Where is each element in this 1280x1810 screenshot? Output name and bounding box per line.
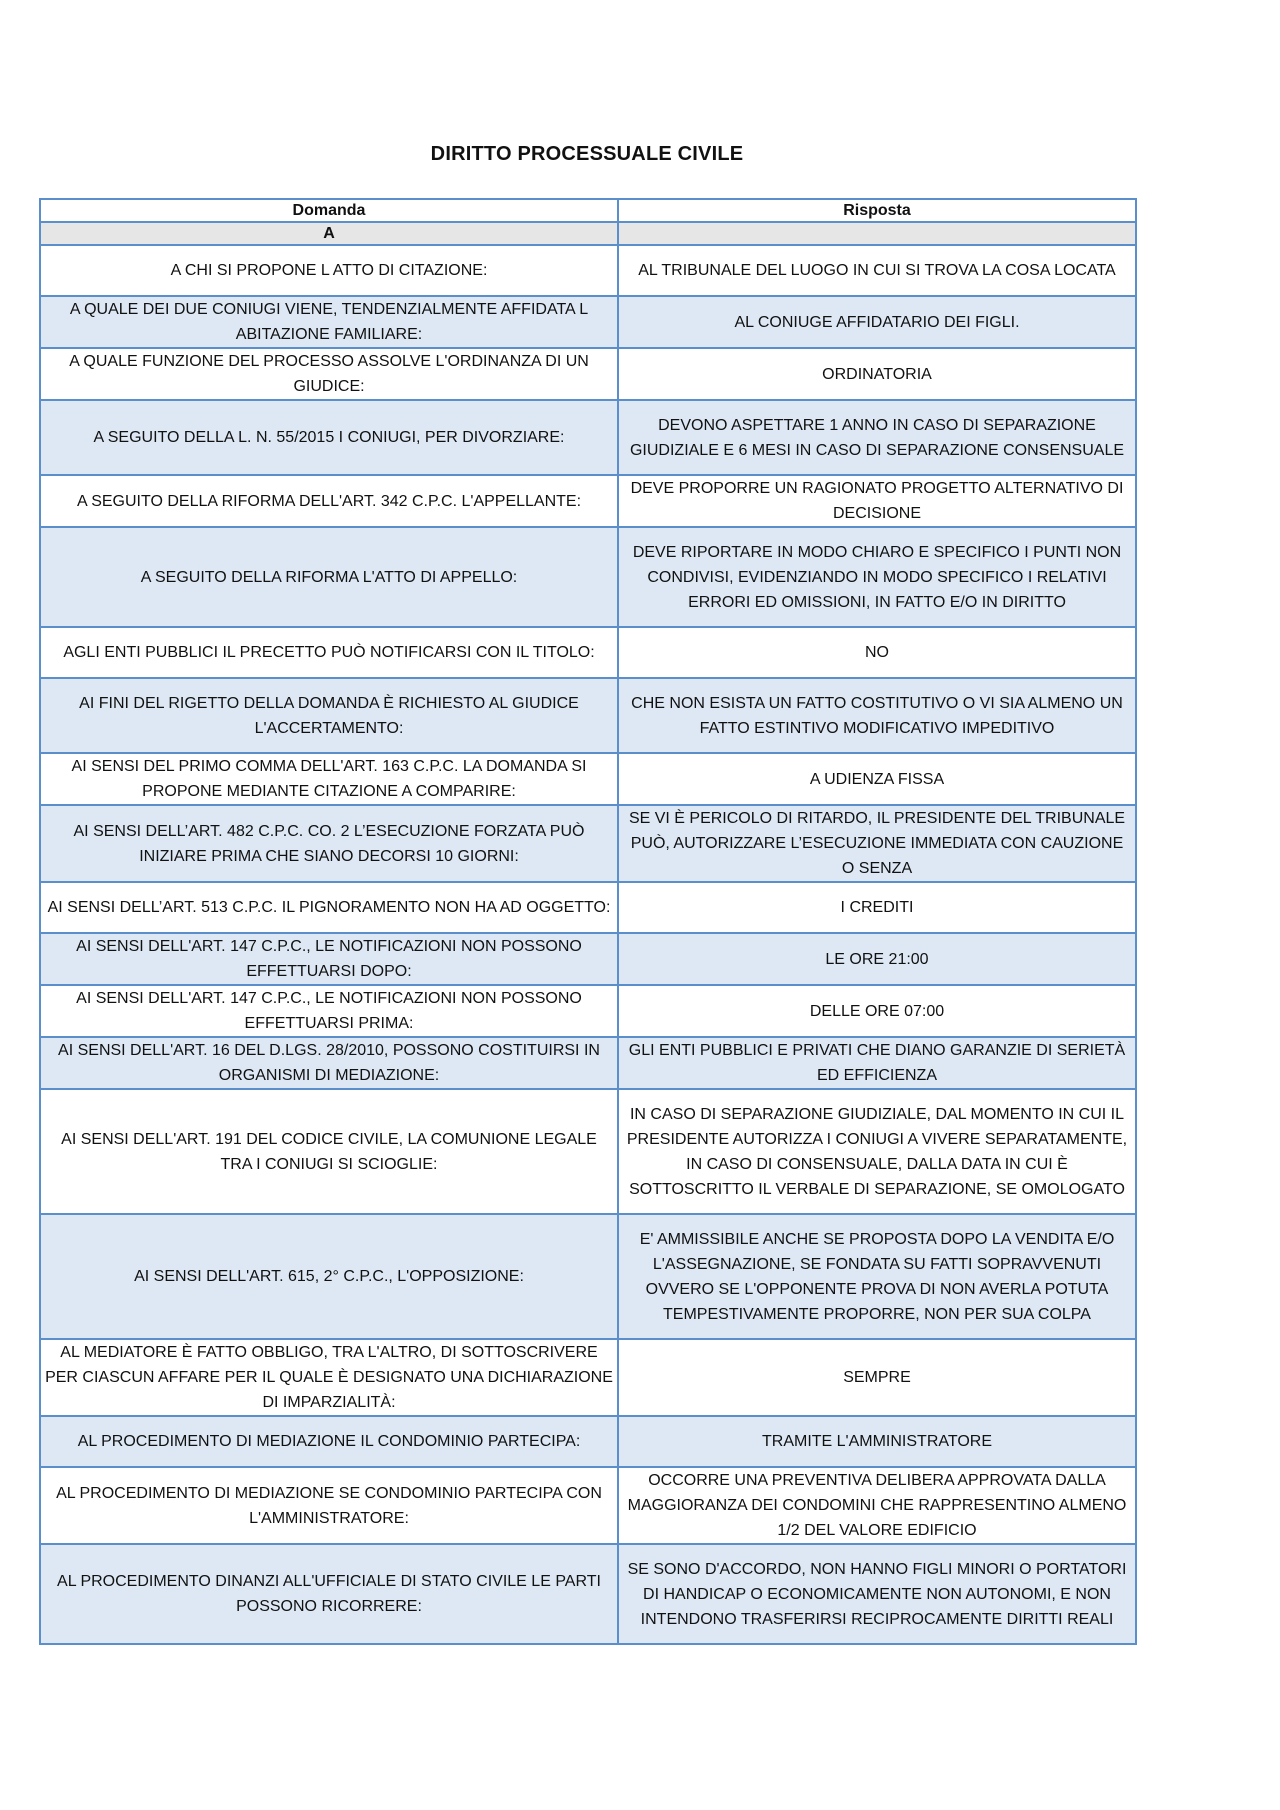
table-row xyxy=(40,1214,1136,1339)
question-cell: A SEGUITO DELLA L. N. 55/2015 I CONIUGI, PER DIVORZIARE: xyxy=(40,400,618,475)
question-cell: A QUALE FUNZIONE DEL PROCESSO ASSOLVE L'ORDINANZA DI UN GIUDICE: xyxy=(40,348,618,400)
answer-cell: CHE NON ESISTA UN FATTO COSTITUTIVO O VI SIA ALMENO UN FATTO ESTINTIVO MODIFICATIVO IMPEDITIVO xyxy=(618,678,1136,753)
answer-cell: I CREDITI xyxy=(618,882,1136,933)
table-header-row xyxy=(40,199,1136,222)
question-cell: AI SENSI DEL PRIMO COMMA DELL'ART. 163 C.P.C. LA DOMANDA SI PROPONE MEDIANTE CITAZIONE A COMPARIRE: xyxy=(40,753,618,805)
question-cell: AI SENSI DELL’ART. 513 C.P.C. IL PIGNORAMENTO NON HA AD OGGETTO: xyxy=(40,882,618,933)
table-row xyxy=(40,475,1136,527)
answer-cell: TRAMITE L'AMMINISTRATORE xyxy=(618,1416,1136,1467)
answer-cell: SEMPRE xyxy=(618,1339,1136,1416)
section-letter: A xyxy=(40,222,618,245)
question-cell: A SEGUITO DELLA RIFORMA L'ATTO DI APPELLO: xyxy=(40,527,618,627)
answer-cell: IN CASO DI SEPARAZIONE GIUDIZIALE, DAL MOMENTO IN CUI IL PRESIDENTE AUTORIZZA I CONIUGI A VIVERE SEPARATAMENTE, IN CASO DI CONSENSUALE, DALLA DATA IN CUI È SOTTOSCRITTO IL VERBALE DI SEPARAZIONE, SE OMOLOGATO xyxy=(618,1089,1136,1214)
answer-cell: DEVONO ASPETTARE 1 ANNO IN CASO DI SEPARAZIONE GIUDIZIALE E 6 MESI IN CASO DI SEPARAZIONE CONSENSUALE xyxy=(618,400,1136,475)
question-cell: AI SENSI DELL'ART. 191 DEL CODICE CIVILE, LA COMUNIONE LEGALE TRA I CONIUGI SI SCIOGLIE: xyxy=(40,1089,618,1214)
question-cell: A QUALE DEI DUE CONIUGI VIENE, TENDENZIALMENTE AFFIDATA L ABITAZIONE FAMILIARE: xyxy=(40,296,618,348)
question-cell: AI SENSI DELL'ART. 16 DEL D.LGS. 28/2010, POSSONO COSTITUIRSI IN ORGANISMI DI MEDIAZIONE: xyxy=(40,1037,618,1089)
answer-cell: SE SONO D'ACCORDO, NON HANNO FIGLI MINORI O PORTATORI DI HANDICAP O ECONOMICAMENTE NON AUTONOMI, E NON INTENDONO TRASFERIRSI RECIPROCAMENTE DIRITTI REALI xyxy=(618,1544,1136,1644)
table-row xyxy=(40,400,1136,475)
question-cell: A CHI SI PROPONE L ATTO DI CITAZIONE: xyxy=(40,245,618,296)
table-row xyxy=(40,1037,1136,1089)
section-letter-row xyxy=(40,222,1136,245)
table-row xyxy=(40,1089,1136,1214)
question-cell: AI SENSI DELL’ART. 482 C.P.C. CO. 2 L’ESECUZIONE FORZATA PUÒ INIZIARE PRIMA CHE SIANO DECORSI 10 GIORNI: xyxy=(40,805,618,882)
qa-table xyxy=(39,198,1137,1645)
section-letter-empty xyxy=(618,222,1136,245)
question-cell: AI SENSI DELL'ART. 147 C.P.C., LE NOTIFICAZIONI NON POSSONO EFFETTUARSI PRIMA: xyxy=(40,985,618,1037)
question-cell: AL PROCEDIMENTO DI MEDIAZIONE SE CONDOMINIO PARTECIPA CON L'AMMINISTRATORE: xyxy=(40,1467,618,1544)
table-row xyxy=(40,933,1136,985)
question-cell: AGLI ENTI PUBBLICI IL PRECETTO PUÒ NOTIFICARSI CON IL TITOLO: xyxy=(40,627,618,678)
header-risposta: Risposta xyxy=(618,199,1136,222)
table-row xyxy=(40,1416,1136,1467)
table-row xyxy=(40,527,1136,627)
question-cell: AI SENSI DELL'ART. 147 C.P.C., LE NOTIFICAZIONI NON POSSONO EFFETTUARSI DOPO: xyxy=(40,933,618,985)
table-row xyxy=(40,678,1136,753)
table-row xyxy=(40,882,1136,933)
table-row xyxy=(40,348,1136,400)
question-cell: A SEGUITO DELLA RIFORMA DELL'ART. 342 C.P.C. L'APPELLANTE: xyxy=(40,475,618,527)
table-row xyxy=(40,805,1136,882)
question-cell: AL PROCEDIMENTO DINANZI ALL'UFFICIALE DI STATO CIVILE LE PARTI POSSONO RICORRERE: xyxy=(40,1544,618,1644)
table-row xyxy=(40,985,1136,1037)
answer-cell: AL CONIUGE AFFIDATARIO DEI FIGLI. xyxy=(618,296,1136,348)
answer-cell: LE ORE 21:00 xyxy=(618,933,1136,985)
answer-cell: E' AMMISSIBILE ANCHE SE PROPOSTA DOPO LA VENDITA E/O L'ASSEGNAZIONE, SE FONDATA SU FATTI SOPRAVVENUTI OVVERO SE L'OPPONENTE PROVA DI NON AVERLA POTUTA TEMPESTIVAMENTE PROPORRE, NON PER SUA COLPA xyxy=(618,1214,1136,1339)
table-row xyxy=(40,245,1136,296)
answer-cell: GLI ENTI PUBBLICI E PRIVATI CHE DIANO GARANZIE DI SERIETÀ ED EFFICIENZA xyxy=(618,1037,1136,1089)
answer-cell: NO xyxy=(618,627,1136,678)
page-title: DIRITTO PROCESSUALE CIVILE xyxy=(430,143,744,165)
table-row xyxy=(40,627,1136,678)
answer-cell: AL TRIBUNALE DEL LUOGO IN CUI SI TROVA LA COSA LOCATA xyxy=(618,245,1136,296)
question-cell: AI FINI DEL RIGETTO DELLA DOMANDA È RICHIESTO AL GIUDICE L'ACCERTAMENTO: xyxy=(40,678,618,753)
header-domanda: Domanda xyxy=(40,199,618,222)
question-cell: AI SENSI DELL'ART. 615, 2° C.P.C., L'OPPOSIZIONE: xyxy=(40,1214,618,1339)
answer-cell: DELLE ORE 07:00 xyxy=(618,985,1136,1037)
table-row xyxy=(40,1467,1136,1544)
table-row xyxy=(40,1339,1136,1416)
question-cell: AL PROCEDIMENTO DI MEDIAZIONE IL CONDOMINIO PARTECIPA: xyxy=(40,1416,618,1467)
question-cell: AL MEDIATORE È FATTO OBBLIGO, TRA L'ALTRO, DI SOTTOSCRIVERE PER CIASCUN AFFARE PER IL QUALE È DESIGNATO UNA DICHIARAZIONE DI IMPARZIALITÀ: xyxy=(40,1339,618,1416)
answer-cell: A UDIENZA FISSA xyxy=(618,753,1136,805)
table-row xyxy=(40,296,1136,348)
table-row xyxy=(40,753,1136,805)
answer-cell: OCCORRE UNA PREVENTIVA DELIBERA APPROVATA DALLA MAGGIORANZA DEI CONDOMINI CHE RAPPRESENTINO ALMENO 1/2 DEL VALORE EDIFICIO xyxy=(618,1467,1136,1544)
answer-cell: SE VI È PERICOLO DI RITARDO, IL PRESIDENTE DEL TRIBUNALE PUÒ, AUTORIZZARE L’ESECUZIONE IMMEDIATA CON CAUZIONE O SENZA xyxy=(618,805,1136,882)
answer-cell: DEVE RIPORTARE IN MODO CHIARO E SPECIFICO I PUNTI NON CONDIVISI, EVIDENZIANDO IN MODO SPECIFICO I RELATIVI ERRORI ED OMISSIONI, IN FATTO E/O IN DIRITTO xyxy=(618,527,1136,627)
answer-cell: DEVE PROPORRE UN RAGIONATO PROGETTO ALTERNATIVO DI DECISIONE xyxy=(618,475,1136,527)
answer-cell: ORDINATORIA xyxy=(618,348,1136,400)
table-row xyxy=(40,1544,1136,1644)
